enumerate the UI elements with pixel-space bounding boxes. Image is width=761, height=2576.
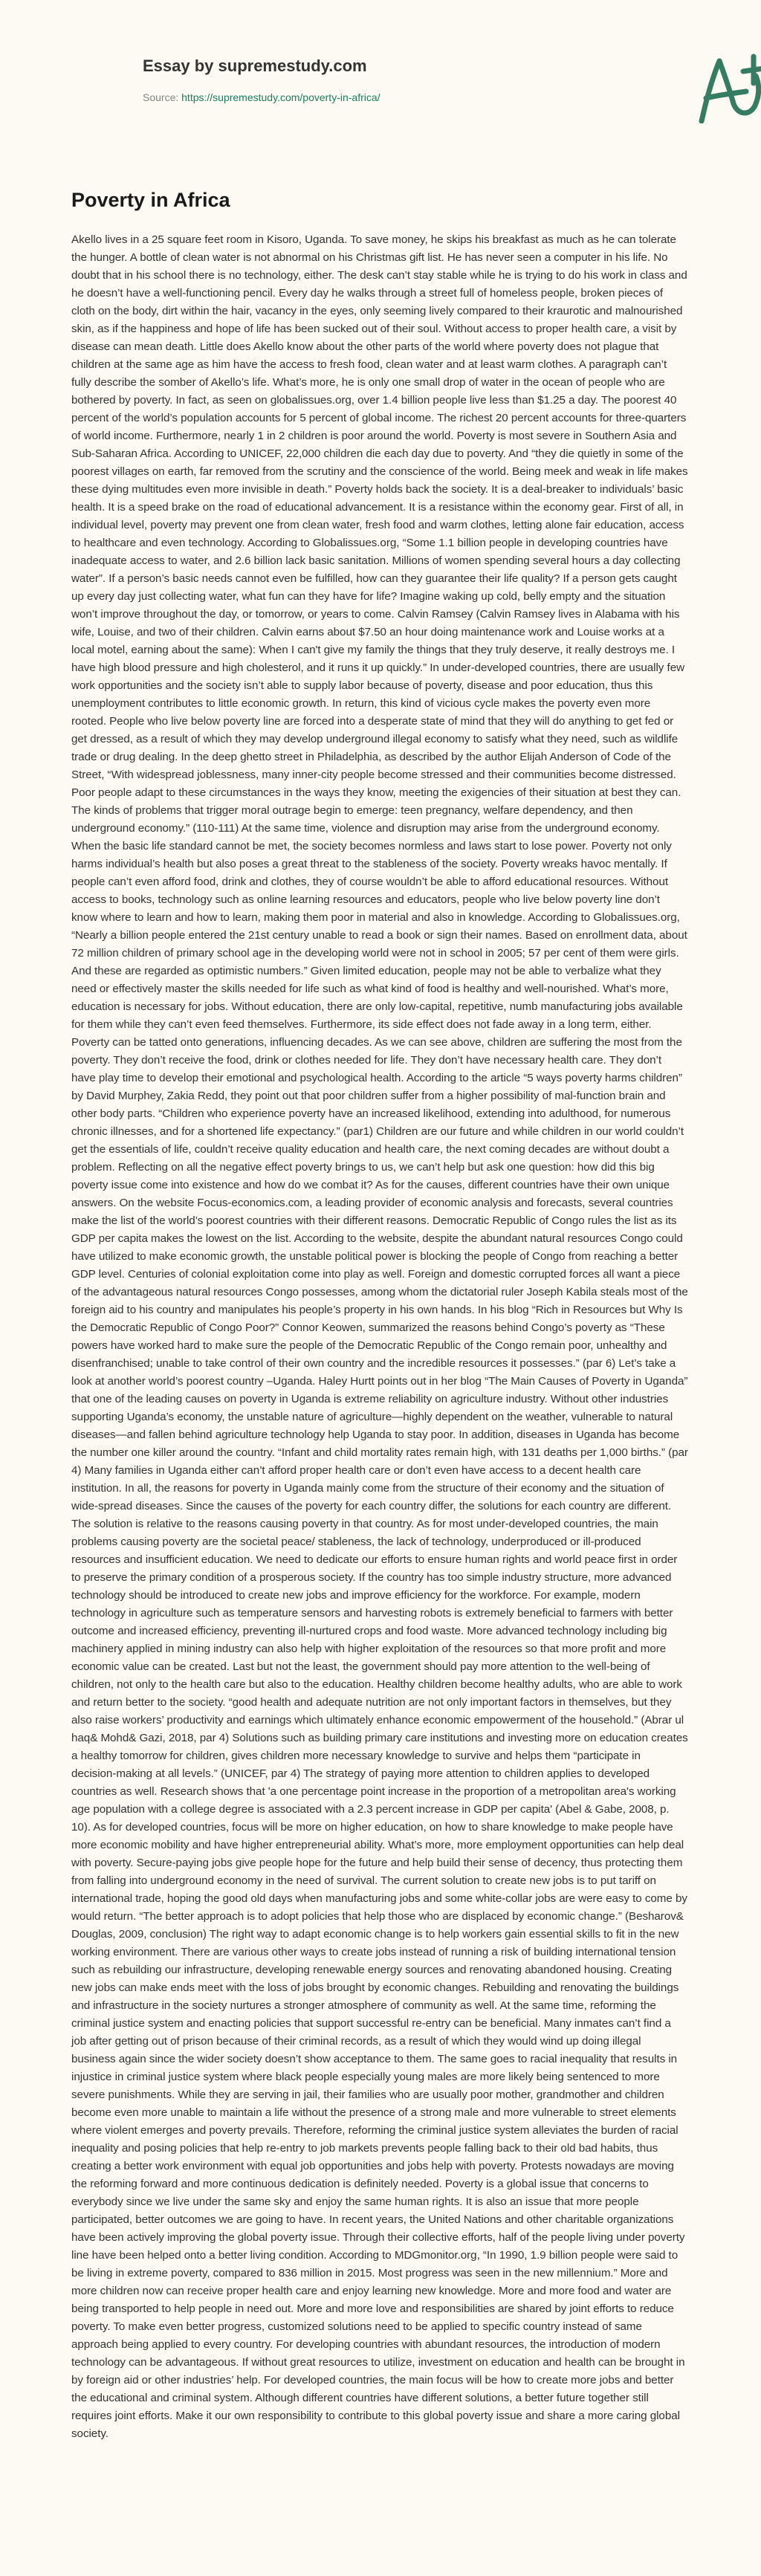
page-header — [71, 0, 690, 126]
source-link[interactable]: https://supremestudy.com/poverty-in-africa/ — [181, 91, 380, 103]
source-label: Source: — [143, 91, 182, 103]
source-line — [143, 91, 380, 104]
a-plus-grade-icon — [687, 49, 761, 123]
essay-body: Akello lives in a 25 square feet room in Kisoro, Uganda. To save money, he skips his breakfast as much as he can tolerate the hunger. A bottle of clean water is not abnormal on his Christmas gift list. He has never seen a computer in his life. No doubt that in his school there is no technology, either. The desk can’t stay stable while he is trying to do his work in class and he doesn’t have a well-functioning pencil. Every day he walks through a street full of homeless people, broken pieces of cloth on the body, dirt within the hair, vacancy in the eyes, only seeming lively compared to their kraurotic and malnourished skin, as if the happiness and hope of life has been sucked out of their soul. Without access to proper health care, a visit by disease can mean death. Little does Akello know about the other parts of the world where poverty does not plague that children at the same age as him have the access to fresh food, clean water and at least warm clothes. A paragraph can’t fully describe the somber of Akello’s life. What’s more, he is only one small drop of water in the ocean of people who are bothered by poverty. In fact, as seen on globalissues.org, over 1.4 billion people live less than $1.25 a day. The poorest 40 percent of the world’s population accounts for 5 percent of global income. The richest 20 percent accounts for three-quarters of world income. Furthermore, nearly 1 in 2 children is poor around the world. Poverty is most severe in Southern Asia and Sub-Saharan Africa. According to UNICEF, 22,000 children die each day due to poverty. And “they die quietly in some of the poorest villages on earth, far removed from the scrutiny and the conscience of the world. Being meek and weak in life makes these dying multitudes even more invisible in death.” Poverty holds back the society. It is a deal-breaker to individuals’ basic health. It is a speed brake on the road of educational advancement. It is a resistance within the economy gear. First of all, in individual level, poverty may prevent one from clean water, fresh food and warm clothes, letting alone fair education, access to healthcare and even technology. According to Globalissues.org, “Some 1.1 billion people in developing countries have inadequate access to water, and 2.6 billion lack basic sanitation. Millions of women spending several hours a day collecting water”. If a person’s basic needs cannot even be fulfilled, how can they guarantee their life quality? If a person gets caught up every day just collecting water, what fun can they have for life? Imagine waking up cold, belly empty and the situation won’t improve throughout the day, or tomorrow, or years to come. Calvin Ramsey (Calvin Ramsey lives in Alabama with his wife, Louise, and two of their children. Calvin earns about $7.50 an hour doing maintenance work and Louise works at a local motel, earning about the same): When I can't give my family the things that they truly deserve, it really destroys me. I have high blood pressure and high cholesterol, and it runs it up quickly.” In under-developed countries, there are usually few work opportunities and the society isn’t able to supply labor because of poverty, disease and poor education, thus this unemployment contributes to little economic growth. In return, this kind of vicious cycle makes the poverty even more rooted. People who live below poverty line are forced into a desperate state of mind that they will do anything to get fed or get dressed, as a result of which they may develop underground illegal economy to satisfy what they need, such as wildlife trade or drug dealing. In the deep ghetto street in Philadelphia, as described by the author Elijah Anderson of Code of the Street, “With widespread joblessness, many inner-city people become stressed and their communities become distressed. Poor people adapt to these circumstances in the ways they know, meeting the exigencies of their situation at best they can. The kinds of problems that trigger moral outrage begin to emerge: teen pregnancy, welfare dependency, and then underground economy.” (110-111) At the same time, violence and disruption may arise from the underground economy. When the basic life standard cannot be met, the society becomes normless and laws start to lose power. Poverty not only harms individual’s health but also poses a great threat to the stableness of the society. Poverty wreaks havoc mentally. If people can’t even afford food, drink and clothes, they of course wouldn’t be able to afford educational resources. Without access to books, technology such as online learning resources and educators, people who live below poverty line don’t know where to learn and how to learn, making them poor in material and also in knowledge. According to Globalissues.org, “Nearly a billion people entered the 21st century unable to read a book or sign their names. Based on enrollment data, about 72 million children of primary school age in the developing world were not in school in 2005; 57 per cent of them were girls. And these are regarded as optimistic numbers.” Given limited education, people may not be able to verbalize what they need or effectively master the skills needed for life such as what kind of food is healthy and well-nourished. What’s more, education is necessary for jobs. Without education, there are only low-capital, repetitive, numb manufacturing jobs available for them while they can’t even feed themselves. Furthermore, its side effect does not fade away in a long term, either. Poverty can be tatted onto generations, influencing decades. As we can see above, children are suffering the most from the poverty. They don’t receive the food, drink or clothes needed for life. They don’t have necessary health care. They don’t have play time to develop their emotional and psychological health. According to the article “5 ways poverty harms children” by David Murphey, Zakia Redd, they point out that poor children suffer from a higher possibility of mal-function brain and other body parts. “Children who experience poverty have an increased likelihood, extending into adulthood, for numerous chronic illnesses, and for a shortened life expectancy.” (par1) Children are our future and while children in our world couldn’t get the essentials of life, couldn’t receive quality education and health care, the next coming decades are without doubt a problem. Reflecting on all the negative effect poverty brings to us, we can’t help but ask one question: how did this big poverty issue come into existence and how do we combat it? As for the causes, different countries have their own unique answers. On the website Focus-economics.com, a leading provider of economic analysis and forecasts, several countries make the list of the world’s poorest countries with their different reasons. Democratic Republic of Congo rules the list as its GDP per capita makes the lowest on the list. According to the website, despite the abundant natural resources Congo could have utilized to make economic growth, the unstable political power is blocking the people of Congo from reaching a better GDP level. Centuries of colonial exploitation come into play as well. Foreign and domestic corrupted forces all want a piece of the advantageous natural resources Congo possesses, among whom the dictatorial ruler Joseph Kabila steals most of the foreign aid to his country and manipulates his people’s property in his own hands. In his blog “Rich in Resources but Why Is the Democratic Republic of Congo Poor?” Connor Keowen, summarized the reasons behind Congo’s poverty as “These powers have worked hard to make sure the people of the Democratic Republic of the Congo remain poor, unhealthy and disenfranchised; unable to take control of their own country and the incredible resources it possesses.” (par 6) Let’s take a look at another world’s poorest country –Uganda. Haley Hurtt points out in her blog “The Main Causes of Poverty in Uganda” that one of the leading causes on poverty in Uganda is extreme reliability on agriculture industry. Without other industries supporting Uganda’s economy, the unstable nature of agriculture—highly dependent on the weather, vulnerable to natural diseases—and fallen behind agriculture technology help Uganda to stay poor. In addition, diseases in Uganda has become the number one killer around the country. “Infant and child mortality rates remain high, with 131 deaths per 1,000 births.” (par 4) Many families in Uganda either can’t afford proper health care or don’t even have access to a decent health care institution. In all, the reasons for poverty in Uganda mainly come from the structure of their economy and the situation of wide-spread diseases. Since the causes of the poverty for each country differ, the solutions for each country are different. The solution is relative to the reasons causing poverty in that country. As for most under-developed countries, the main problems causing poverty are the societal peace/ stableness, the lack of technology, underproduced or ill-produced resources and insufficient education. We need to dedicate our efforts to ensure human rights and world peace first in order to preserve the primary condition of a prosperous society. If the country has too simple industry structure, more advanced technology should be introduced to create new jobs and improve efficiency for the workforce. For example, modern technology in agriculture such as temperature sensors and harvesting robots is extremely beneficial to farmers with better outcome and increased efficiency, preventing ill-nurtured crops and food waste. More advanced technology including big machinery applied in mining industry can also help with higher exploitation of the resources so that more profit and more economic value can be created. Last but not the least, the government should pay more attention to the well-being of children, not only to the health care but also to the education. Healthy children become healthy adults, who are able to work and return better to the society. “good health and adequate nutrition are not only important factors in themselves, but they also raise workers’ productivity and earnings which ultimately enhance economic empowerment of the household.” (Abrar ul haq& Mohd& Gazi, 2018, par 4) Solutions such as building primary care institutions and investing more on education creates a healthy tomorrow for children, gives children more necessary knowledge to survive and helps them “participate in decision-making at all levels.” (UNICEF, par 4) The strategy of paying more attention to children applies to developed countries as well. Research shows that 'a one percentage point increase in the proportion of a metropolitan area's working age population with a college degree is associated with a 2.3 percent increase in GDP per capita' (Abel & Gabe, 2008, p. 10). As for developed countries, focus will be more on higher education, on how to share knowledge to make people have more economic mobility and have higher entrepreneurial ability. What’s more, more employment opportunities can help deal with poverty. Secure-paying jobs give people hope for the future and help build their sense of decency, thus protecting them from falling into underground economy in the need of survival. The current solution to create new jobs is to put tariff on international trade, hoping the good old days when manufacturing jobs and some white-collar jobs are were easy to come by would return. “The better approach is to adopt policies that help those who are displaced by economic change.” (Besharov& Douglas, 2009, conclusion) The right way to adapt economic change is to help workers gain essential skills to fit in the new working environment. There are various other ways to create jobs instead of running a risk of building international tension such as rebuilding our infrastructure, developing renewable energy sources and renovating abandoned housing. Creating new jobs can make ends meet with the loss of jobs brought by economic changes. Rebuilding and renovating the buildings and infrastructure in the society nurtures a stronger atmosphere of community as well. At the same time, reforming the criminal justice system and enacting policies that support successful re-entry can be beneficial. Many inmates can’t find a job after getting out of prison because of their criminal records, as a result of which they would wind up doing illegal business again since the wider society doesn’t show acceptance to them. The same goes to racial inequality that results in injustice in criminal justice system where black people especially young males are more likely being sentenced to more severe punishments. While they are serving in jail, their families who are usually poor mother, grandmother and children become even more unable to maintain a life without the presence of a strong male and more vulnerable to street elements where violent emerges and poverty prevails. Therefore, reforming the criminal justice system alleviates the burden of racial inequality and posing policies that help re-entry to job markets prevents people falling back to their old bad habits, thus creating a better work environment with equal job opportunities and jobs help with poverty. Protests nowadays are moving the reforming forward and more continuous dedication is definitely needed. Poverty is a global issue that concerns to everybody since we live under the same sky and enjoy the same human rights. It is also an issue that more people participated, better outcomes we are going to have. In recent years, the United Nations and other charitable organizations have been actively improving the global poverty issue. Through their collective efforts, half of the people living under poverty line have been helped onto a better living condition. According to MDGmonitor.org, “In 1990, 1.9 billion people were said to be living in extreme poverty, compared to 836 million in 2015. Most progress was seen in the new millennium.” More and more children now can receive proper health care and enjoy learning new knowledge. More and more food and water are being transported to help people in need out. More and more love and responsibilities are shared by joint efforts to reduce poverty. To make even better progress, customized solutions need to be applied to specific country instead of same approach being applied to every country. For developing countries with abundant resources, the introduction of modern technology can be advantageous. If without great resources to utilize, investment on education and health can be brought in by foreign aid or other industries’ help. For developed countries, the main focus will be how to create more jobs and better the educational and criminal system. Although different countries have different solutions, a better future together still requires joint efforts. Make it our own responsibility to contribute to this global poverty issue and share a more caring global society. — [71, 233, 688, 2440]
site-title: Essay by supremestudy.com — [143, 56, 367, 75]
essay-title: Poverty in Africa — [71, 189, 230, 211]
